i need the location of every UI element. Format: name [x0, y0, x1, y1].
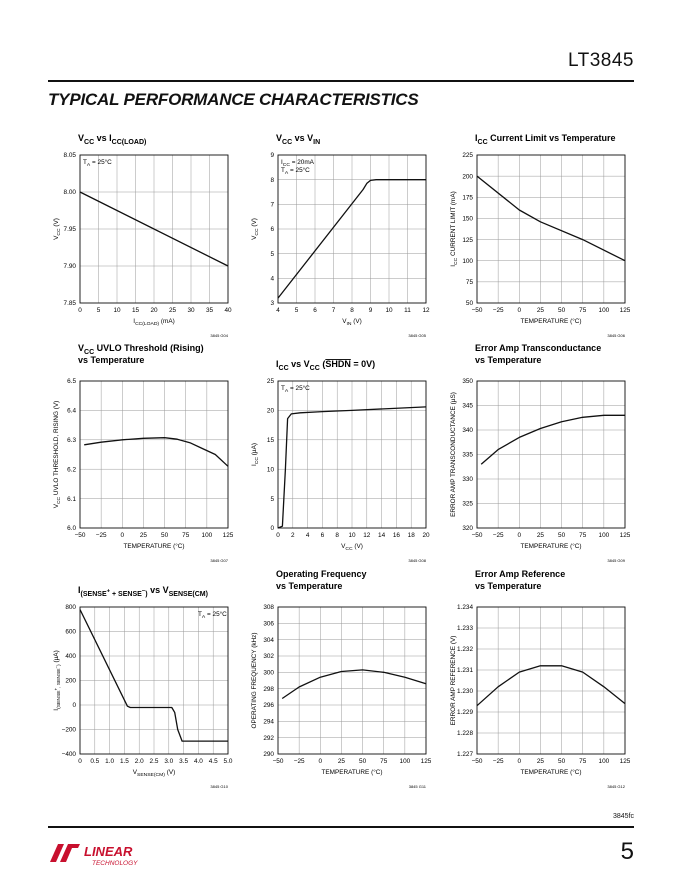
x-tick-label: −25 [95, 532, 107, 539]
y-tick-label: 20 [266, 407, 274, 415]
y-tick-label: 1.230 [457, 688, 473, 696]
chart-title-line2: vs Temperature [276, 581, 343, 591]
x-tick-label: 16 [392, 532, 400, 539]
x-tick-label: −50 [471, 532, 483, 539]
y-tick-label: 340 [462, 427, 473, 435]
y-tick-label: 1.229 [457, 709, 473, 717]
y-tick-label: 304 [263, 636, 274, 644]
y-axis-label: I(SENSE+, SENSE−) (µA) [53, 650, 63, 711]
y-tick-label: 330 [462, 476, 473, 484]
y-tick-label: 75 [465, 279, 473, 287]
x-tick-label: 50 [161, 532, 169, 539]
x-tick-label: 8 [335, 532, 339, 539]
x-axis-label: TEMPERATURE (°C) [520, 543, 582, 550]
y-tick-label: 200 [462, 173, 473, 181]
y-axis-label: OPERATING FREQUENCY (kHz) [251, 632, 258, 729]
x-tick-label: 125 [222, 532, 234, 539]
x-tick-label: 100 [201, 532, 213, 539]
x-tick-label: −50 [471, 758, 483, 765]
x-tick-label: 75 [579, 758, 587, 765]
figure-code: 3845 G09 [607, 558, 625, 563]
y-tick-label: 50 [465, 300, 473, 308]
annotation: TA = 25°C [83, 159, 112, 169]
y-tick-label: 1.228 [457, 730, 473, 738]
y-tick-label: 8 [270, 176, 274, 184]
x-tick-label: 10 [385, 307, 393, 314]
y-tick-label: 225 [462, 152, 473, 160]
y-tick-label: 7.90 [63, 263, 76, 271]
x-axis-label: VCC (V) [341, 543, 363, 553]
chart-g08 [251, 359, 430, 563]
annotation: TA = 25°C [281, 385, 310, 395]
figure-code: 3845 G05 [408, 333, 426, 338]
figure-code: 3845 G06 [607, 333, 625, 338]
chart-title: ICC vs VCC (SHDN = 0V) [276, 359, 376, 372]
logo-wordmark: LINEAR [84, 844, 133, 859]
x-tick-label: 2.0 [134, 758, 144, 765]
x-tick-label: 0 [78, 307, 82, 314]
x-axis-label: VSENSE(CM) (V) [132, 769, 176, 779]
x-tick-label: 20 [422, 532, 430, 539]
figure-code: 3845 G12 [607, 784, 625, 789]
x-tick-label: 10 [348, 532, 356, 539]
plot-frame [278, 607, 426, 754]
y-axis-label: ERROR AMP TRANSCONDUCTANCE (µS) [450, 392, 457, 517]
x-tick-label: 11 [404, 307, 411, 314]
y-tick-label: 0 [270, 525, 274, 533]
x-tick-label: 75 [380, 758, 388, 765]
x-tick-label: 6 [313, 307, 317, 314]
x-tick-label: 12 [422, 307, 430, 314]
y-tick-label: 306 [263, 620, 274, 628]
y-tick-label: 335 [462, 451, 473, 459]
x-tick-label: 5 [294, 307, 299, 314]
x-tick-label: 18 [407, 532, 415, 539]
y-tick-label: 7 [270, 201, 274, 209]
x-tick-label: 40 [224, 307, 232, 314]
x-tick-label: 14 [378, 532, 386, 539]
y-tick-label: 6 [270, 226, 274, 234]
series-line [481, 415, 625, 464]
y-tick-label: 175 [462, 194, 473, 202]
chart-title: VCC UVLO Threshold (Rising) [78, 343, 204, 356]
plot-frame [80, 381, 228, 528]
y-tick-label: 308 [263, 604, 274, 612]
doc-code: 3845fc [612, 813, 634, 820]
y-tick-label: 6.1 [67, 495, 76, 503]
y-tick-label: 125 [462, 236, 473, 244]
x-tick-label: 125 [619, 758, 631, 765]
x-tick-label: 0 [517, 758, 522, 765]
x-tick-label: 50 [359, 758, 367, 765]
y-tick-label: 6.4 [67, 407, 76, 415]
y-axis-label: VCC (V) [251, 218, 261, 240]
y-tick-label: −400 [61, 751, 76, 759]
y-tick-label: 25 [266, 378, 274, 386]
x-tick-label: 2 [291, 532, 295, 539]
y-tick-label: −200 [61, 726, 76, 734]
footer-rule [48, 826, 634, 828]
x-tick-label: 25 [337, 758, 345, 765]
x-tick-label: 4.5 [208, 758, 218, 765]
y-tick-label: 200 [65, 677, 76, 685]
x-tick-label: 35 [205, 307, 214, 314]
x-tick-label: −50 [272, 758, 284, 765]
y-tick-label: 7.95 [63, 226, 76, 234]
x-axis-label: TEMPERATURE (°C) [520, 769, 582, 776]
chart-title: ICC Current Limit vs Temperature [475, 133, 616, 146]
x-tick-label: 6 [320, 532, 325, 539]
y-tick-label: 8.05 [63, 152, 76, 160]
plot-frame [477, 155, 625, 303]
x-tick-label: 100 [399, 758, 411, 765]
y-tick-label: 7.85 [63, 300, 76, 308]
y-tick-label: 294 [263, 718, 274, 726]
x-tick-label: 25 [139, 532, 147, 539]
chart-title: Operating Frequency [276, 569, 367, 579]
figure-code: 3845 G11 [408, 784, 426, 789]
y-tick-label: 296 [263, 702, 274, 710]
x-tick-label: 5 [96, 307, 101, 314]
y-tick-label: 15 [266, 437, 274, 444]
y-tick-label: 1.231 [457, 667, 473, 675]
figure-code: 3845 G08 [408, 558, 426, 563]
annotation: TA = 25°C [198, 611, 227, 621]
chart-g06 [450, 133, 631, 338]
x-tick-label: 0 [517, 307, 522, 314]
linear-technology-logo [48, 838, 148, 868]
x-tick-label: 4 [276, 307, 280, 314]
x-tick-label: 125 [619, 532, 631, 539]
x-tick-label: 0 [276, 532, 280, 539]
y-axis-label: ICC CURRENT LIMIT (mA) [450, 191, 460, 267]
x-tick-label: 5.0 [223, 758, 233, 765]
figure-code: 3845 G07 [210, 558, 228, 563]
series-line [282, 670, 426, 699]
y-tick-label: 290 [263, 751, 274, 759]
section-title: TYPICAL PERFORMANCE CHARACTERISTICS [48, 90, 419, 109]
x-tick-label: 0 [120, 532, 125, 539]
series-line [84, 438, 228, 467]
y-tick-label: 6.5 [67, 378, 76, 386]
chart-g04 [53, 133, 232, 338]
plot-frame [477, 607, 625, 754]
y-tick-label: 345 [462, 402, 473, 410]
logo-subtext: TECHNOLOGY [92, 860, 138, 867]
x-tick-label: 100 [598, 758, 610, 765]
figure-code: 3845 G10 [210, 784, 228, 789]
x-tick-label: 8 [350, 307, 354, 314]
y-tick-label: 4 [270, 275, 274, 283]
page-number: 5 [620, 838, 634, 865]
x-tick-label: −25 [492, 758, 504, 765]
figure-code: 3845 G04 [210, 333, 228, 338]
x-tick-label: 25 [536, 532, 544, 539]
y-tick-label: 6.2 [67, 466, 76, 474]
y-tick-label: 400 [65, 653, 76, 661]
x-tick-label: 100 [598, 532, 610, 539]
x-tick-label: 15 [131, 307, 140, 314]
x-axis-label: VIN (V) [342, 318, 362, 328]
x-axis-label: TEMPERATURE (°C) [123, 543, 185, 550]
x-tick-label: 125 [420, 758, 432, 765]
y-axis-label: ERROR AMP REFERENCE (V) [450, 635, 457, 726]
chart-title: VCC vs VIN [276, 133, 321, 146]
x-tick-label: 7 [331, 307, 336, 314]
y-axis-label: ICC (µA) [251, 443, 261, 466]
chart-title: Error Amp Transconductance [475, 343, 602, 353]
y-tick-label: 9 [270, 152, 274, 160]
y-tick-label: 1.234 [457, 604, 473, 612]
annotation-2: TA = 25°C [281, 167, 310, 177]
y-tick-label: 3 [270, 300, 274, 308]
chart-g07 [53, 343, 234, 563]
part-number: LT3845 [567, 50, 634, 71]
chart-title-line2: vs Temperature [78, 355, 145, 365]
x-tick-label: 50 [558, 532, 566, 539]
x-tick-label: 3.0 [164, 758, 174, 765]
chart-g11 [251, 569, 432, 789]
x-tick-label: 9 [368, 307, 373, 314]
chart-title: Error Amp Reference [475, 569, 566, 579]
y-tick-label: 1.227 [457, 751, 473, 759]
y-tick-label: 302 [263, 653, 274, 661]
x-tick-label: 25 [168, 307, 177, 314]
y-tick-label: 325 [462, 500, 473, 508]
chart-title: VCC vs ICC(LOAD) [78, 133, 147, 146]
y-tick-label: 1.233 [457, 625, 473, 633]
chart-g05 [251, 133, 430, 338]
x-tick-label: 0 [517, 532, 522, 539]
x-tick-label: 20 [150, 307, 158, 314]
chart-g12 [450, 569, 631, 789]
x-tick-label: 1.5 [119, 758, 129, 765]
series-line [477, 666, 625, 706]
y-tick-label: 0 [72, 702, 76, 710]
y-tick-label: 6.3 [67, 437, 76, 444]
x-tick-label: −50 [74, 532, 86, 539]
chart-title: I(SENSE+ $_{+ SENSE}$−$_)$ vs VSENSE(CM) [78, 585, 208, 598]
x-tick-label: 1.0 [105, 758, 115, 765]
x-tick-label: 10 [113, 307, 121, 314]
x-tick-label: 30 [187, 307, 195, 314]
x-tick-label: 25 [536, 758, 544, 765]
x-tick-label: 50 [558, 307, 566, 314]
chart-g10 [53, 585, 233, 789]
y-tick-label: 300 [263, 669, 274, 677]
x-tick-label: 0.5 [90, 758, 100, 765]
x-tick-label: 75 [182, 532, 190, 539]
x-tick-label: 0 [78, 758, 82, 765]
x-axis-label: ICC(LOAD) (mA) [133, 318, 175, 328]
y-tick-label: 8.00 [63, 189, 76, 197]
x-tick-label: −25 [492, 307, 504, 314]
y-tick-label: 5 [270, 250, 274, 258]
y-tick-label: 6.0 [67, 525, 76, 533]
x-axis-label: TEMPERATURE (°C) [520, 318, 582, 325]
x-tick-label: 2.5 [149, 758, 159, 765]
chart-g09 [450, 343, 631, 563]
x-tick-label: 4 [305, 532, 310, 539]
y-tick-label: 320 [462, 525, 473, 533]
y-tick-label: 298 [263, 685, 274, 693]
y-tick-label: 292 [263, 734, 274, 742]
annotation: ICC = 20mA [281, 159, 314, 169]
chart-title-line2: vs Temperature [475, 581, 542, 591]
y-tick-label: 10 [266, 466, 274, 474]
y-tick-label: 350 [462, 378, 473, 386]
y-tick-label: 800 [65, 604, 76, 612]
y-axis-label: VCC UVLO THRESHOLD, RISING (V) [53, 400, 63, 509]
x-tick-label: 12 [363, 532, 371, 539]
x-tick-label: −25 [492, 532, 504, 539]
x-tick-label: 75 [579, 307, 587, 314]
x-tick-label: 3.5 [179, 758, 189, 765]
y-tick-label: 100 [462, 257, 473, 265]
x-tick-label: 50 [558, 758, 566, 765]
x-tick-label: 125 [619, 307, 631, 314]
x-tick-label: −50 [471, 307, 483, 314]
x-tick-label: 100 [598, 307, 610, 314]
y-tick-label: 1.232 [457, 646, 473, 654]
chart-title-line2: vs Temperature [475, 355, 542, 365]
x-tick-label: 0 [318, 758, 323, 765]
y-tick-label: 5 [270, 495, 274, 503]
y-tick-label: 150 [462, 215, 473, 223]
y-axis-label: VCC (V) [53, 218, 63, 240]
x-axis-label: TEMPERATURE (°C) [321, 769, 383, 776]
x-tick-label: −25 [293, 758, 305, 765]
x-tick-label: 4.0 [193, 758, 203, 765]
x-tick-label: 75 [579, 532, 587, 539]
x-tick-label: 25 [536, 307, 544, 314]
y-tick-label: 600 [65, 628, 76, 636]
